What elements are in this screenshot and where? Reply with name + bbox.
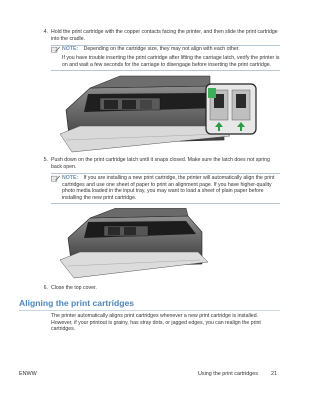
section-body: The printer automatically aligns print cartridges whenever a new print cartridge is installed. However, if your printout is grainy, has stray dots, or jagged edges, you can realign the print cartridges.: [51, 313, 261, 333]
note-rule-bottom: [51, 203, 280, 204]
step-number: 4.: [43, 29, 48, 35]
printer-cartridge-insert-illustration: [60, 74, 270, 153]
note-label: NOTE:: [62, 175, 79, 181]
footer-section-title: Using the print cartridges: [198, 371, 258, 377]
step-number: 6.: [43, 285, 48, 291]
note-rule-top: [51, 173, 280, 174]
printer-latch-illustration: [60, 208, 210, 280]
footer-left: ENWW: [19, 371, 37, 377]
note-extra-text: If you have trouble inserting the print cartridge after lifting the carriage latch, verify the printer is on and wait a few seconds for the carriage to disengage before inserting the print cartridge.: [62, 55, 280, 68]
note-label: NOTE:: [62, 46, 79, 52]
note-text: Depending on the cartridge size, they may not align with each other.: [83, 46, 240, 52]
note-text: If you are installing a new print cartridge, the printer will automatically align the print cartridges and use one sheet of paper to print an alignment page. If you have higher-quality photo media loaded in the input tray, you may want to load a sheet of plain paper before installing the new print cartridge.: [62, 175, 275, 201]
step-text: Close the top cover.: [51, 285, 97, 291]
section-title: Aligning the print cartridges: [19, 298, 135, 308]
step-text: Hold the print cartridge with the copper contacts facing the printer, and then slide the print cartridge into the cradle.: [51, 29, 278, 42]
note-line: [62, 46, 280, 53]
note-pencil-icon: [51, 46, 60, 53]
note-rule-bottom: [51, 70, 280, 71]
step-number: 5.: [43, 157, 48, 163]
section-rule: [19, 310, 280, 311]
step-text: Push down on the print cartridge latch until it snaps closed. Make sure the latch does not spring back open.: [51, 157, 270, 170]
note-paragraph: [62, 175, 280, 201]
page-number: 21: [271, 371, 277, 377]
note-pencil-icon: [51, 175, 60, 182]
